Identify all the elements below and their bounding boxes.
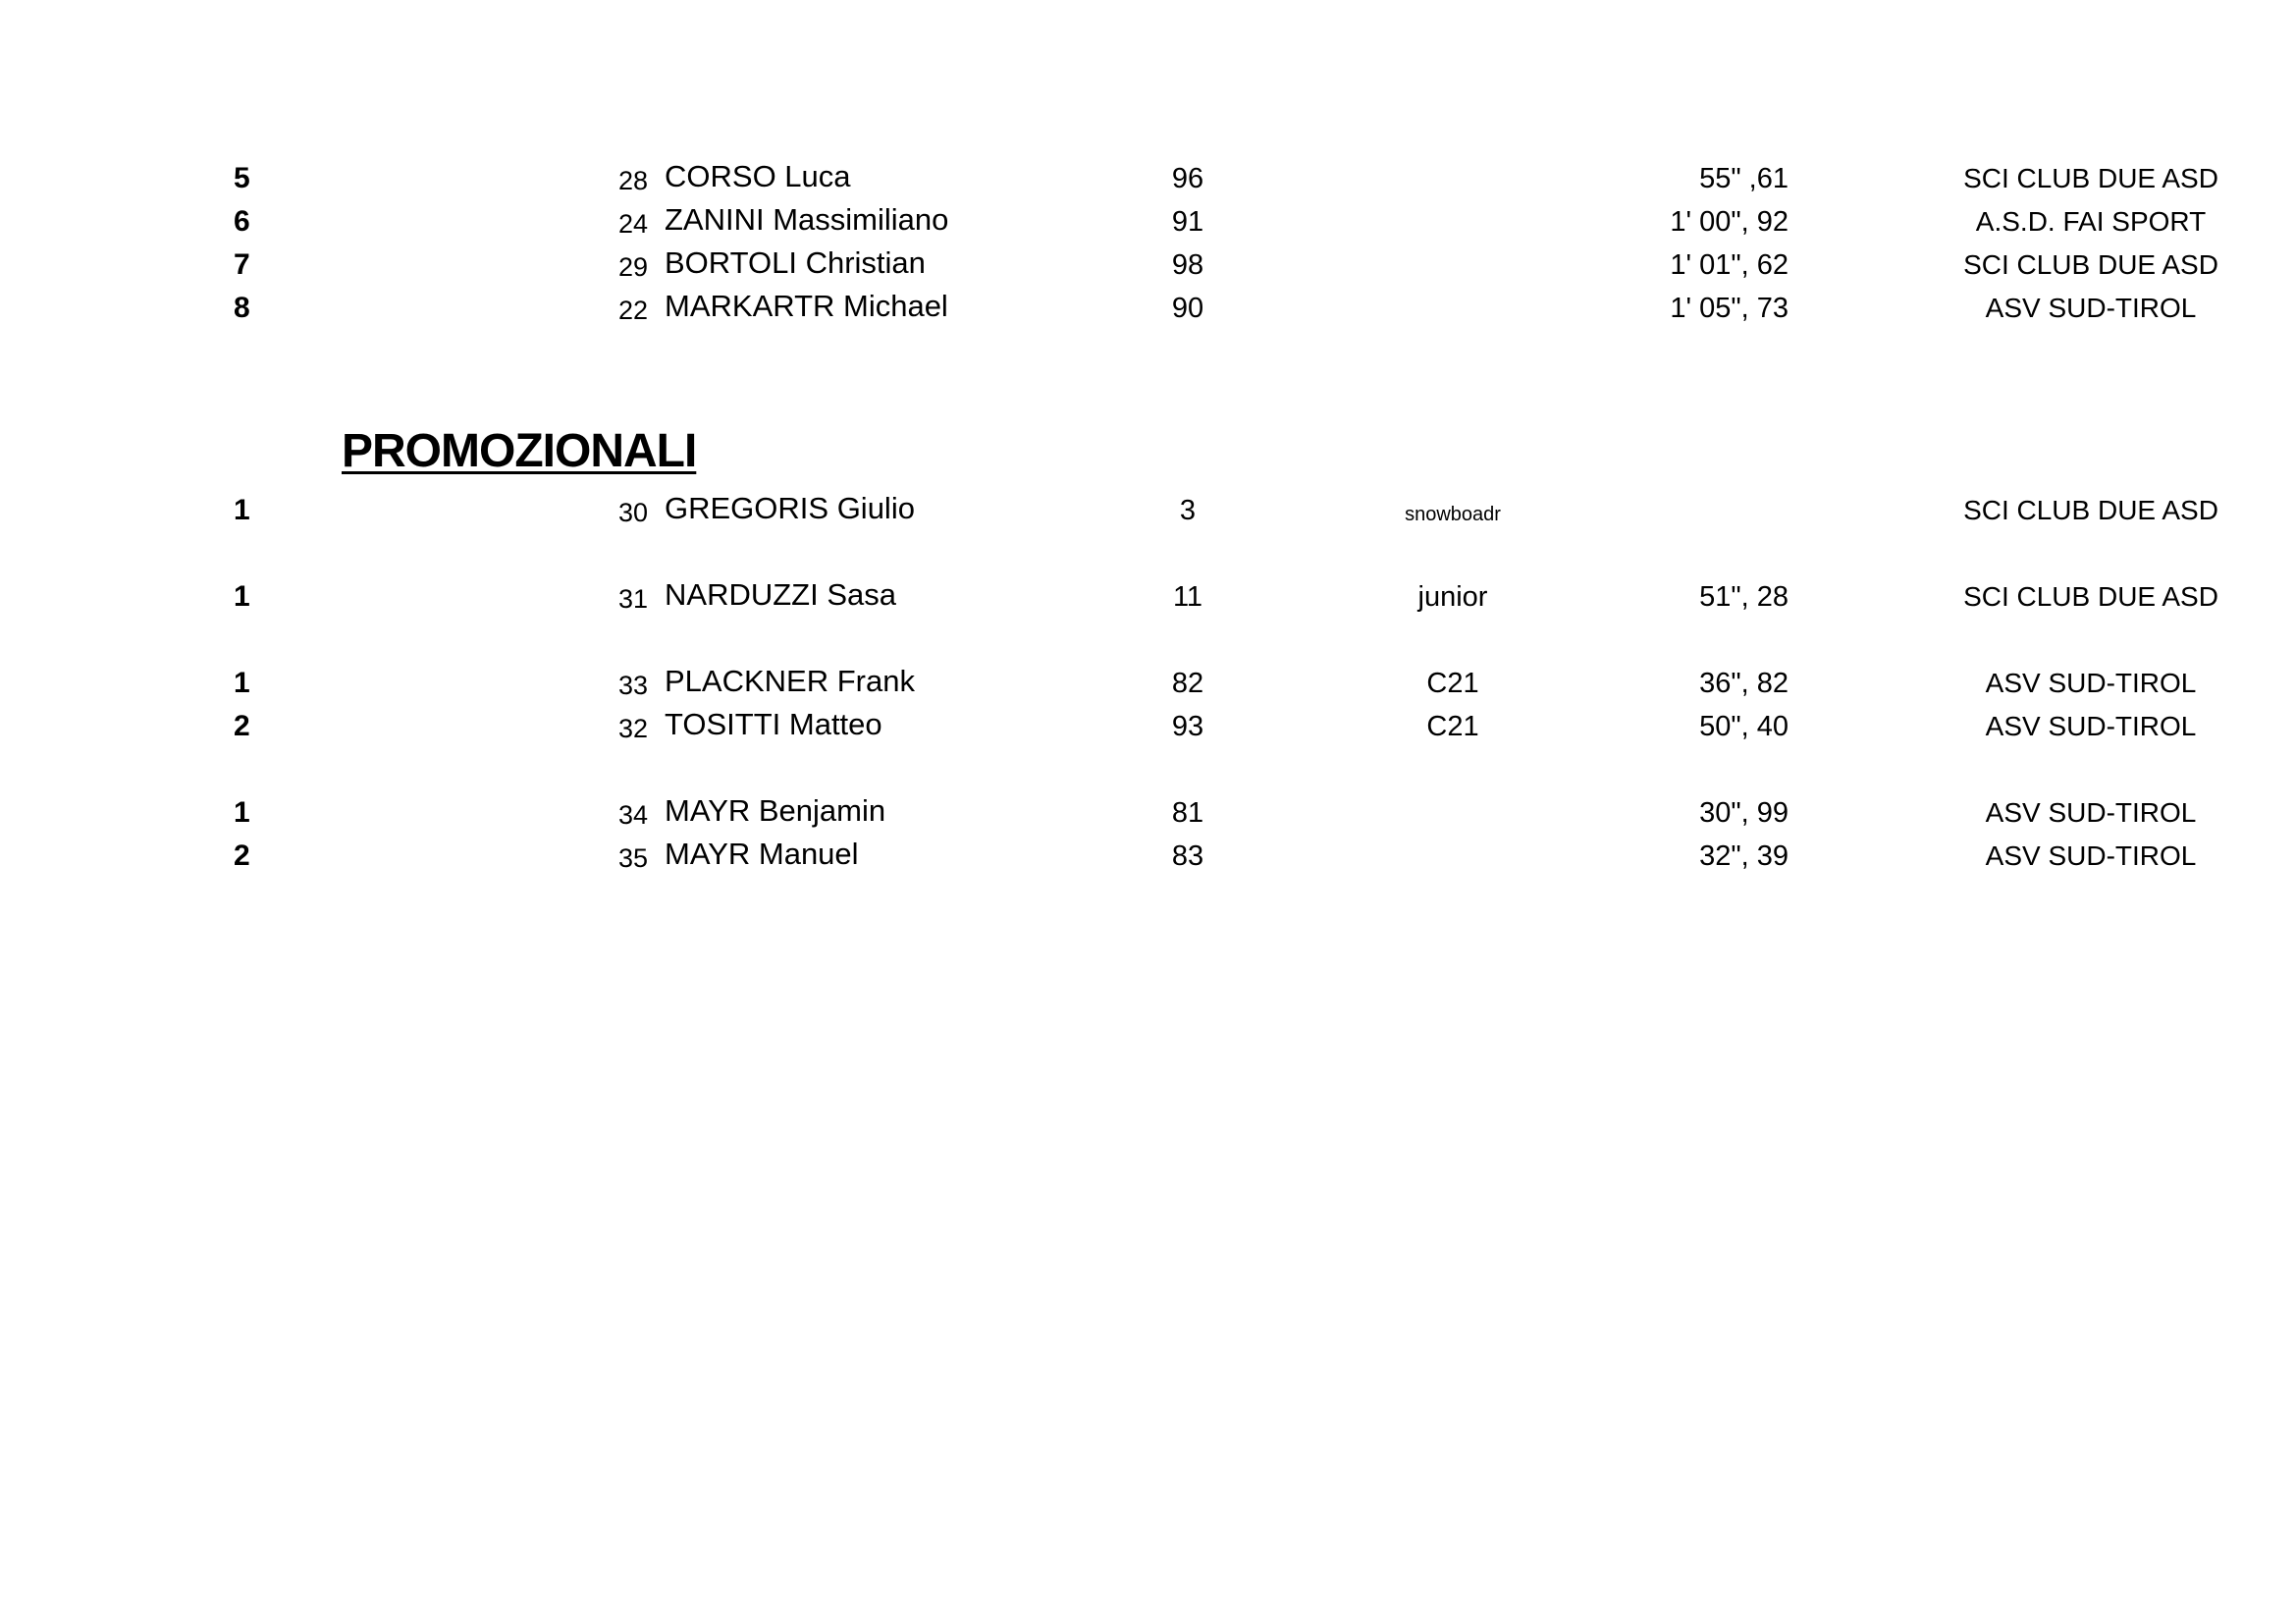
bib-cell: 29 xyxy=(617,252,648,282)
bib-cell: 31 xyxy=(617,584,648,614)
category-cell: C21 xyxy=(1426,711,1479,742)
position-cell: 6 xyxy=(234,205,250,238)
athlete-name-cell: GREGORIS Giulio xyxy=(665,491,915,525)
position-cell: 1 xyxy=(234,494,250,526)
number-cell: 98 xyxy=(1171,249,1204,281)
time-cell: 1' 05", 73 xyxy=(1670,293,1789,324)
time-cell: 1' 01", 62 xyxy=(1670,249,1789,281)
bib-cell: 33 xyxy=(617,671,648,700)
table-row xyxy=(0,157,2296,200)
number-cell: 11 xyxy=(1172,581,1203,613)
bib-cell: 34 xyxy=(617,800,648,830)
club-cell: ASV SUD-TIROL xyxy=(1985,668,2197,698)
athlete-name-cell: ZANINI Massimiliano xyxy=(665,202,949,237)
position-cell: 5 xyxy=(234,162,250,194)
number-cell: 90 xyxy=(1171,293,1204,324)
club-cell: SCI CLUB DUE ASD xyxy=(1963,163,2218,193)
bib-cell: 24 xyxy=(617,209,648,239)
table-row xyxy=(0,200,2296,244)
position-cell: 1 xyxy=(234,667,250,699)
category-cell: snowboadr xyxy=(1405,504,1501,525)
bib-cell: 35 xyxy=(617,843,648,873)
time-cell: 30", 99 xyxy=(1699,797,1789,829)
athlete-name-cell: MARKARTR Michael xyxy=(665,289,948,323)
position-cell: 2 xyxy=(234,839,250,872)
club-cell: SCI CLUB DUE ASD xyxy=(1963,581,2218,612)
bib-cell: 30 xyxy=(617,498,648,527)
club-cell: SCI CLUB DUE ASD xyxy=(1963,495,2218,525)
athlete-name-cell: CORSO Luca xyxy=(665,159,851,193)
number-cell: 82 xyxy=(1171,668,1204,699)
athlete-name-cell: NARDUZZI Sasa xyxy=(665,577,896,612)
table-row xyxy=(0,662,2296,705)
club-cell: A.S.D. FAI SPORT xyxy=(1975,206,2207,237)
club-cell: ASV SUD-TIROL xyxy=(1985,840,2197,871)
table-row xyxy=(0,489,2296,532)
athlete-name-cell: TOSITTI Matteo xyxy=(665,707,882,741)
table-row xyxy=(0,244,2296,287)
position-cell: 1 xyxy=(234,796,250,829)
position-cell: 2 xyxy=(234,710,250,742)
time-cell: 36", 82 xyxy=(1699,668,1789,699)
number-cell: 83 xyxy=(1171,840,1204,872)
table-row xyxy=(0,705,2296,748)
position-cell: 7 xyxy=(234,248,250,281)
club-cell: SCI CLUB DUE ASD xyxy=(1963,249,2218,280)
number-cell: 96 xyxy=(1171,163,1204,194)
position-cell: 8 xyxy=(234,292,250,324)
athlete-name-cell: MAYR Benjamin xyxy=(665,793,886,828)
time-cell: 32", 39 xyxy=(1699,840,1789,872)
time-cell: 1' 00", 92 xyxy=(1670,206,1789,238)
time-cell: 51", 28 xyxy=(1699,581,1789,613)
club-cell: ASV SUD-TIROL xyxy=(1985,797,2197,828)
number-cell: 93 xyxy=(1171,711,1204,742)
category-cell: junior xyxy=(1417,581,1488,613)
table-row xyxy=(0,835,2296,878)
table-row xyxy=(0,287,2296,330)
table-row xyxy=(0,575,2296,619)
number-cell: 81 xyxy=(1171,797,1204,829)
time-cell: 50", 40 xyxy=(1699,711,1789,742)
athlete-name-cell: MAYR Manuel xyxy=(665,837,859,871)
club-cell: ASV SUD-TIROL xyxy=(1985,293,2197,323)
section-title: PROMOZIONALI xyxy=(342,425,697,477)
category-cell: C21 xyxy=(1426,668,1479,699)
club-cell: ASV SUD-TIROL xyxy=(1985,711,2197,741)
bib-cell: 22 xyxy=(617,296,648,325)
athlete-name-cell: PLACKNER Frank xyxy=(665,664,915,698)
time-cell: 55" ,61 xyxy=(1699,163,1789,194)
athlete-name-cell: BORTOLI Christian xyxy=(665,245,926,280)
number-cell: 3 xyxy=(1179,495,1197,526)
table-row xyxy=(0,791,2296,835)
bib-cell: 28 xyxy=(617,166,648,195)
number-cell: 91 xyxy=(1171,206,1204,238)
position-cell: 1 xyxy=(234,580,250,613)
bib-cell: 32 xyxy=(617,714,648,743)
